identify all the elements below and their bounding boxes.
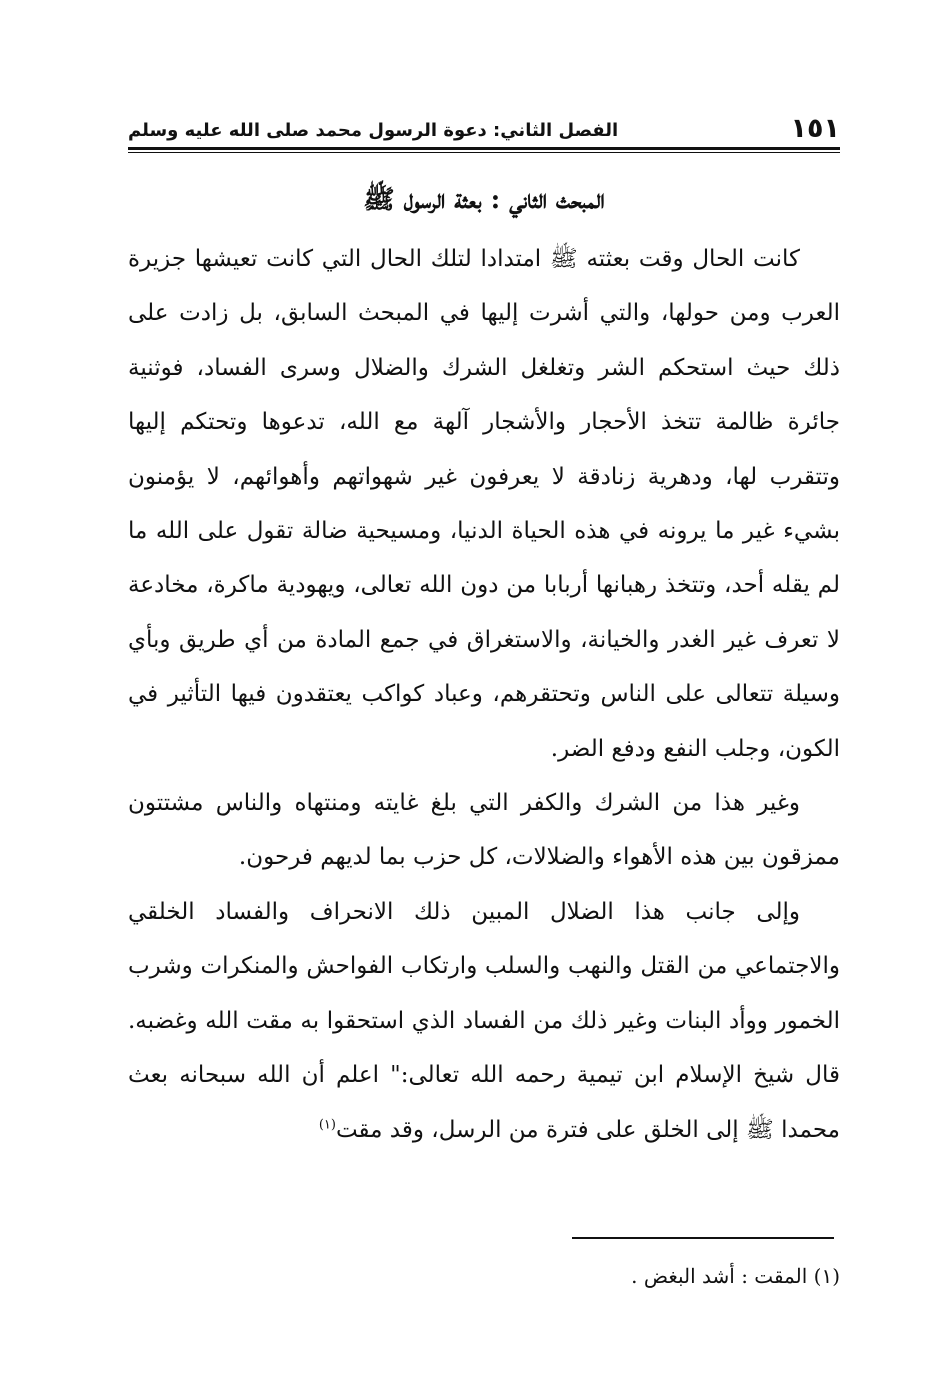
page-number: ١٥١ — [790, 113, 840, 144]
header-rule — [128, 147, 840, 150]
running-header — [128, 112, 840, 144]
body-text — [128, 232, 840, 1157]
paragraph-3-text: وإلى جانب هذا الضلال المبين ذلك الانحراف والفساد الخلقي والاجتماعي من القتل والنهب والسلب وارتكاب الفواحش والمنكرات وشرب الخمور ووأد البنات وغير ذلك من الفساد الذي استحقوا به مقت الله وغضبه. قال شيخ الإسلام ابن تيمية رحمه الله تعالى:" اعلم أن الله سبحانه بعث محمدا ﷺ إلى الخلق على فترة من الرسل، وقد مقت — [128, 898, 840, 1143]
paragraph-3 — [128, 885, 840, 1157]
section-title: المبحث الثاني : بعثة الرسول ﷺ — [363, 185, 605, 215]
footnote-marker: (١) — [318, 1116, 336, 1132]
paragraph-1: كانت الحال وقت بعثته ﷺ امتدادا لتلك الحال التي كانت تعيشها جزيرة العرب ومن حولها، والتي أشرت إليها في المبحث السابق، بل زادت على ذلك حيث استحكم الشر وتغلغل الشرك والضلال وسرى الفساد، فوثنية جائرة ظالمة تتخذ الأحجار والأشجار آلهة مع الله، تدعوها وتحتكم إليها وتتقرب لها، ودهرية زنادقة لا يعرفون غير شهواتهم وأهوائهم، لا يؤمنون بشيء غير ما يرونه في هذه الحياة الدنيا، ومسيحية ضالة تقول على الله ما لم يقله أحد، وتتخذ رهبانها أربابا من دون الله تعالى، ويهودية ماكرة، مخادعة لا تعرف غير الغدر والخيانة، والاستغراق في جمع المادة من أي طريق وبأي وسيلة تتعالى على الناس وتحتقرهم، وعباد كواكب يعتقدون فيها التأثير في الكون، وجلب النفع ودفع الضر. — [128, 246, 840, 762]
footnote: (١) المقت : أشد البغض . — [631, 1264, 840, 1288]
footnote-rule — [572, 1237, 834, 1239]
paragraph-2: وغير هذا من الشرك والكفر التي بلغ غايته ومنتهاه والناس مشتتون ممزقون بين هذه الأهواء والضلالات، كل حزب بما لديهم فرحون. — [128, 790, 840, 871]
header-rule-thin — [128, 152, 840, 153]
running-title: الفصل الثاني: دعوة الرسول محمد صلى الله عليه وسلم — [128, 120, 619, 141]
